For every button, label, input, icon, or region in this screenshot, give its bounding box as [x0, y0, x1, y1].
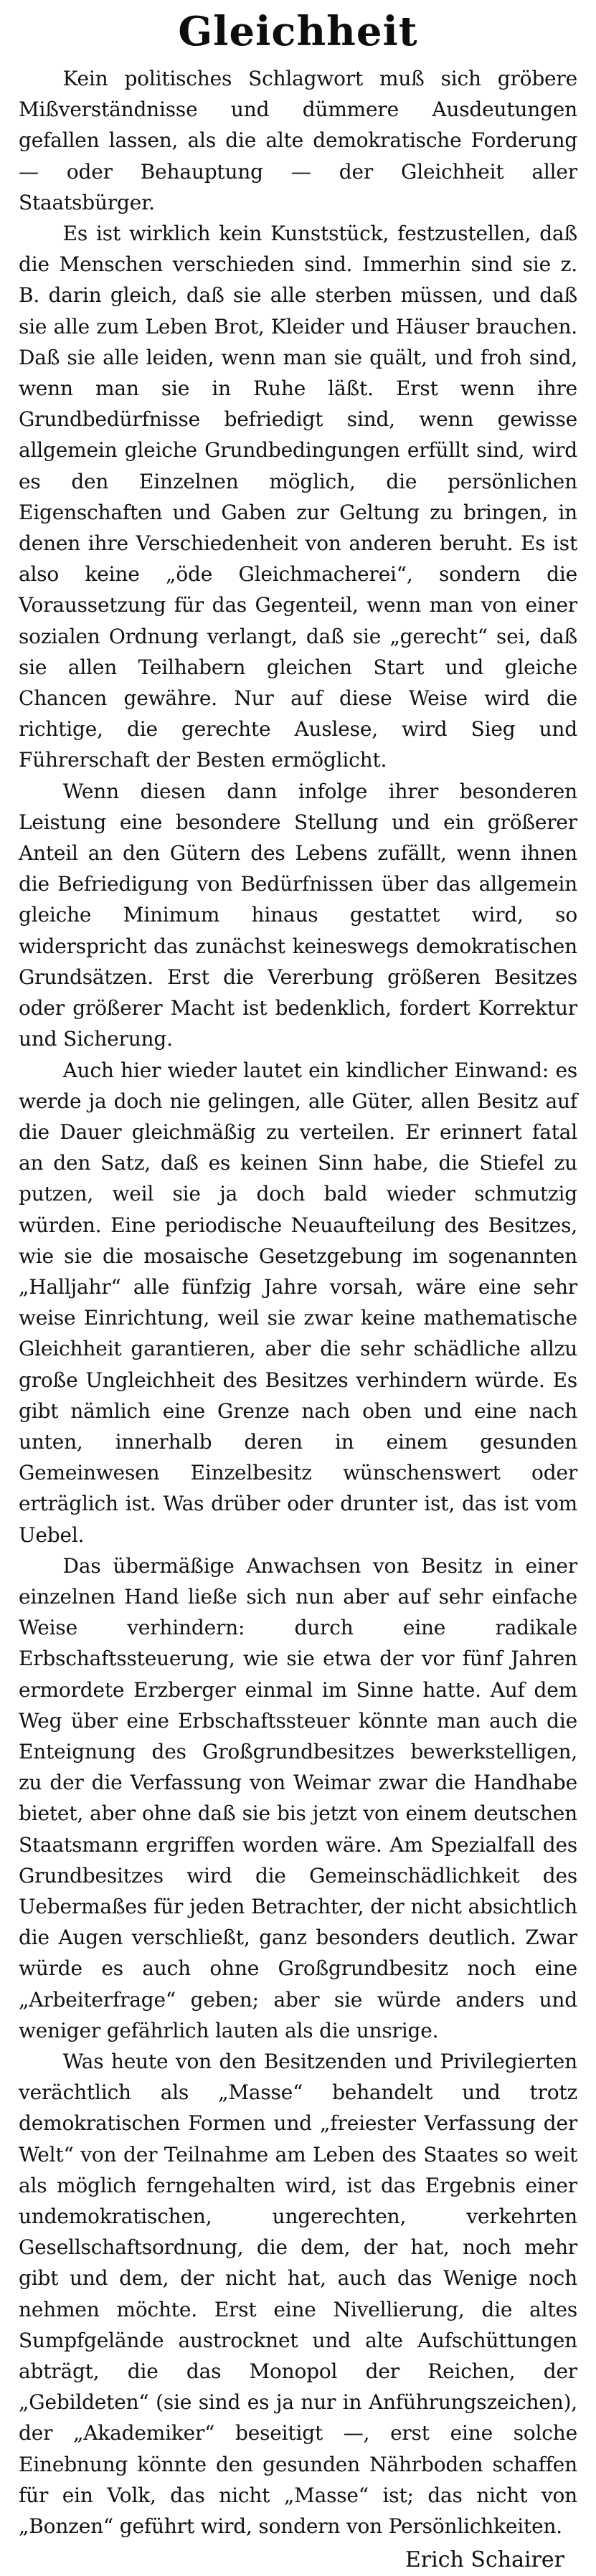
article-paragraph: Kein politisches Schlagwort muß sich gröbere Mißverständnisse und dümmere Ausdeutungen gefallen lassen, als die alte demokratische Forderung — oder Behauptung — der Gleichheit aller Staatsbürger. — [19, 67, 577, 214]
article-author: Erich Schairer — [405, 2547, 564, 2573]
article-title: Gleichheit — [178, 8, 418, 55]
article-paragraph: Wenn diesen dann infolge ihrer besonderen Leistung eine besondere Stellung und ein größerer Anteil an den Gütern des Lebens zufällt, wenn ihnen die Befriedigung von Bedürfnissen über das allgemein gleiche Minimum hinaus gestattet wird, so widerspricht das zunächst keineswegs demokratischen Grundsätzen. Erst die Vererbung größeren Besitzes oder größerer Macht ist bedenklich, fordert Korrektur und Sicherung. — [19, 779, 577, 1051]
article-paragraph: Auch hier wieder lautet ein kindlicher Einwand: es werde ja doch nie gelingen, alle Güter, allen Besitz auf die Dauer gleichmäßig zu verteilen. Er erinnert fatal an den Satz, daß es keinen Sinn habe, die Stiefel zu putzen, weil sie ja doch bald wieder schmutzig würden. Eine periodische Neuaufteilung des Besitzes, wie sie die mosaische Gesetzgebung im sogenannten „Halljahr“ alle fünfzig Jahre vorsah, wäre eine sehr weise Einrichtung, weil sie zwar keine mathematische Gleichheit garantieren, aber die sehr schädliche allzu große Ungleichheit des Besitzes verhindern würde. Es gibt nämlich eine Grenze nach oben und eine nach unten, innerhalb deren in einem gesunden Gemeinwesen Einzelbesitz wünschenswert oder erträglich ist. Was drüber oder drunter ist, das ist vom Uebel. — [19, 1058, 577, 1547]
article-paragraph: Das übermäßige Anwachsen von Besitz in einer einzelnen Hand ließe sich nun aber auf sehr einfache Weise verhindern: durch eine radikale Erbschaftssteuerung, wie sie etwa der vor fünf Jahren ermordete Erzberger einmal im Sinne hatte. Auf dem Weg über eine Erbschaftssteuer könnte man auch die Enteignung des Großgrundbesitzes bewerkstelligen, zu der die Verfassung von Weimar zwar die Handhabe bietet, aber ohne daß sie bis jetzt von einem deutschen Staatsmann ergriffen worden wäre. Am Spezialfall des Grundbesitzes wird die Gemeinschädlichkeit des Uebermaßes für jeden Betrachter, der nicht absichtlich die Augen verschließt, ganz besonders deutlich. Zwar würde es auch ohne Großgrundbesitz noch eine „Arbeiterfrage“ geben; aber sie würde anders und weniger gefährlich lauten als die unsrige. — [19, 1553, 577, 2042]
article-paragraph: Es ist wirklich kein Kunststück, festzustellen, daß die Menschen verschieden sind. Immerhin sind sie z. B. darin gleich, daß sie alle sterben müssen, und daß sie alle zum Leben Brot, Kleider und Häuser brauchen. Daß sie alle leiden, wenn man sie quält, und froh sind, wenn man sie in Ruhe läßt. Erst wenn ihre Grundbedürfnisse befriedigt sind, wenn gewisse allgemein gleiche Grundbedingungen erfüllt sind, wird es den Einzelnen möglich, die persönlichen Eigenschaften und Gaben zur Geltung zu bringen, in denen ihre Verschiedenheit von anderen beruht. Es ist also keine „öde Gleichmacherei“, sondern die Voraussetzung für das Gegenteil, wenn man von einer sozialen Ordnung verlangt, daß sie „gerecht“ sei, daß sie allen Teilhabern gleichen Start und gleiche Chancen gewähre. Nur auf diese Weise wird die richtige, die gerechte Auslese, wird Sieg und Führerschaft der Besten ermöglicht. — [19, 222, 577, 772]
article-paragraph: Was heute von den Besitzenden und Privilegierten verächtlich als „Masse“ behandelt und trotz demokratischen Formen und „freiester Verfassung der Welt“ von der Teilnahme am Leben des Staates so weit als möglich ferngehalten wird, ist das Ergebnis einer undemokratischen, ungerechten, verkehrten Gesellschaftsordnung, die dem, der hat, noch mehr gibt und dem, der nicht hat, auch das Wenige noch nehmen möchte. Erst eine Nivellierung, die altes Sumpfgelände austrocknet und alte Aufschüttungen abträgt, die das Monopol der Reichen, der „Gebildeten“ (sie sind es ja nur in Anführungszeichen), der „Akademiker“ beseitigt —, erst eine solche Einebnung könnte den gesunden Nährboden schaffen für ein Volk, das nicht „Masse“ ist; das nicht von „Bonzen“ geführt wird, sondern von Persönlichkeiten. — [19, 2050, 577, 2539]
